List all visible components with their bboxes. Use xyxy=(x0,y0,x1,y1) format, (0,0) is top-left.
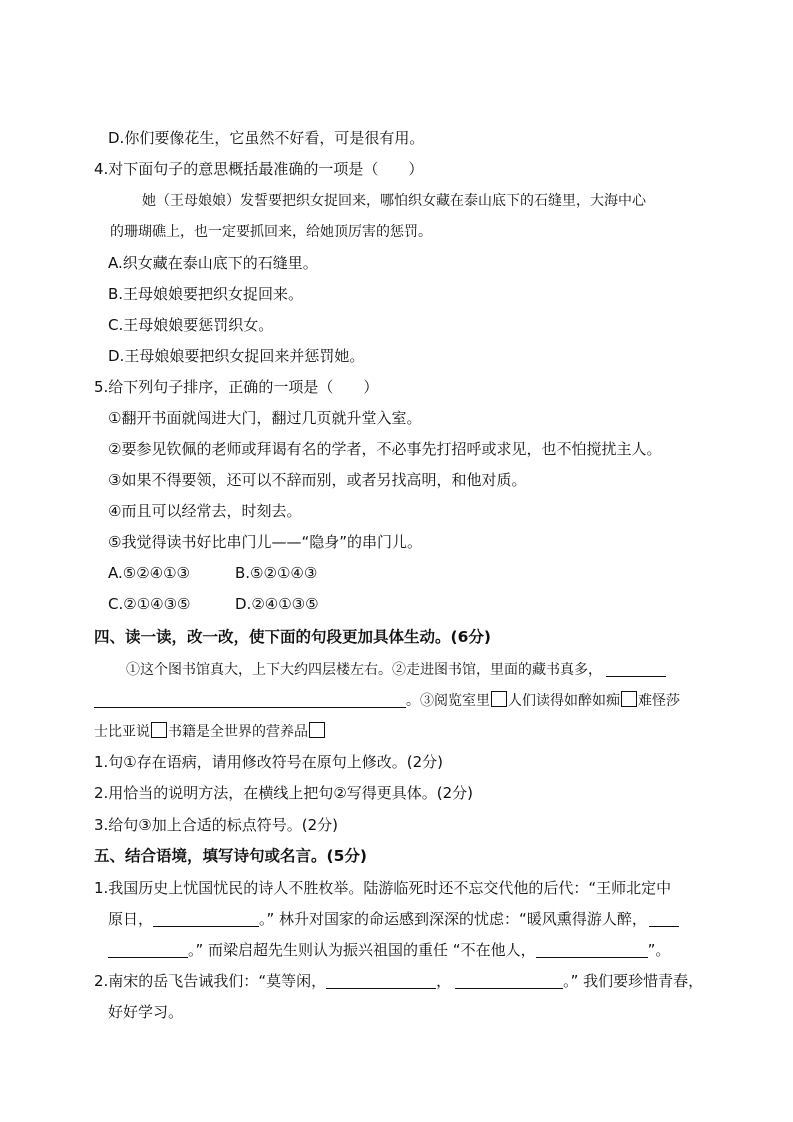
section4-item-2: 2.用恰当的说明方法，在横线上把句②写得更具体。(2分) xyxy=(94,784,474,802)
section5-heading: 五、结合语境，填写诗句或名言。(5分) xyxy=(94,847,367,865)
section4-heading: 四、读一读，改一改，使下面的句段更加具体生动。(6分) xyxy=(94,628,491,646)
section5-q1-line2 xyxy=(108,909,679,929)
section5-q2-text-a: 2.南宋的岳飞告诫我们：“莫等闲， xyxy=(94,972,327,990)
section5-q2-line2: 好好学习。 xyxy=(108,1003,184,1021)
punctuation-box-2[interactable] xyxy=(621,691,637,707)
q4-passage-line2: 的珊瑚礁上，也一定要抓回来，给她顶厉害的惩罚。 xyxy=(110,224,432,240)
answer-blank-s4-2[interactable] xyxy=(94,691,406,708)
section4-passage-text4: 难怪莎 xyxy=(638,693,680,709)
section4-passage-text5: 士比亚说 xyxy=(94,724,150,740)
section4-passage-text1: ①这个图书馆真大，上下大约四层楼左右。②走进图书馆，里面的藏书真多， xyxy=(126,662,602,678)
punctuation-box-1[interactable] xyxy=(491,691,507,707)
section5-q1-text-d: ”。 xyxy=(647,941,671,959)
section5-q1-text-b: 。” 林升对国家的命运感到深深的忧虑：“暖风熏得游人醉， xyxy=(259,910,647,928)
q5-sentence-4: ④而且可以经常去，时刻去。 xyxy=(108,502,302,520)
q5-sentence-2: ②要参见钦佩的老师或拜谒有名的学者，不必事先打招呼或求见，也不怕搅扰主人。 xyxy=(108,440,662,458)
section5-q1-text-a: 原日， xyxy=(108,910,154,928)
section4-passage-text3: 人们读得如醉如痴 xyxy=(508,693,620,709)
q5-option-d: D.②④①③⑤ xyxy=(235,595,319,613)
section5-q1-line1: 1.我国历史上忧国忧民的诗人不胜枚举。陆游临死时还不忘交代他的后代：“王师北定中 xyxy=(94,879,672,897)
q3-option-d: D.你们要像花生，它虽然不好看，可是很有用。 xyxy=(108,129,425,147)
section4-passage-line3 xyxy=(94,722,326,742)
q5-stem: 5.给下列句子排序，正确的一项是（ ） xyxy=(94,378,379,396)
section5-q2-text-c: 。” 我们要珍惜青春， xyxy=(563,972,704,990)
q4-option-b: B.王母娘娘要把织女捉回来。 xyxy=(108,285,304,303)
section5-q1-text-c: 。” 而梁启超先生则认为振兴祖国的重任 “不在他人， xyxy=(188,941,536,959)
q5-option-b: B.⑤②①④③ xyxy=(235,564,318,582)
q5-sentence-5: ⑤我觉得读书好比串门儿——“隐身”的串门儿。 xyxy=(108,533,422,551)
section4-passage-line1 xyxy=(126,660,666,680)
answer-blank-s5-4[interactable] xyxy=(326,972,436,989)
answer-blank-s5-2b[interactable] xyxy=(108,941,188,958)
answer-blank-s5-2[interactable] xyxy=(649,910,679,927)
section4-passage-line2 xyxy=(94,691,680,711)
q5-sentence-1: ①翻开书面就闯进大门，翻过几页就升堂入室。 xyxy=(108,409,422,427)
section4-passage-text2: 。③阅览室里 xyxy=(406,693,490,709)
answer-blank-s5-3[interactable] xyxy=(536,941,648,958)
q4-option-a: A.织女藏在泰山底下的石缝里。 xyxy=(108,254,318,272)
section5-q2-line1 xyxy=(94,971,703,991)
section5-q2-text-b: ， xyxy=(436,972,452,990)
q4-option-c: C.王母娘娘要惩罚织女。 xyxy=(108,316,274,334)
q4-passage-line1: 她（王母娘娘）发誓要把织女捉回来，哪怕织女藏在泰山底下的石缝里，大海中心 xyxy=(142,193,646,209)
punctuation-box-4[interactable] xyxy=(309,722,325,738)
section5-q1-line3 xyxy=(108,940,670,960)
answer-blank-s5-1[interactable] xyxy=(153,910,259,927)
q4-option-d: D.王母娘娘要把织女捉回来并惩罚她。 xyxy=(108,347,365,365)
section4-passage-text6: 书籍是全世界的营养品 xyxy=(168,724,308,740)
section4-item-1: 1.句①存在语病，请用修改符号在原句上修改。(2分) xyxy=(94,753,444,771)
q5-sentence-3: ③如果不得要领，还可以不辞而别，或者另找高明，和他对质。 xyxy=(108,471,527,489)
q5-option-c: C.②①④③⑤ xyxy=(108,595,191,613)
answer-blank-s4-1[interactable] xyxy=(606,660,666,677)
section4-item-3: 3.给句③加上合适的标点符号。(2分) xyxy=(94,816,339,834)
punctuation-box-3[interactable] xyxy=(151,722,167,738)
q5-option-a: A.⑤②④①③ xyxy=(108,564,191,582)
q4-stem: 4.对下面句子的意思概括最准确的一项是（ ） xyxy=(94,160,424,178)
answer-blank-s5-5[interactable] xyxy=(455,972,563,989)
